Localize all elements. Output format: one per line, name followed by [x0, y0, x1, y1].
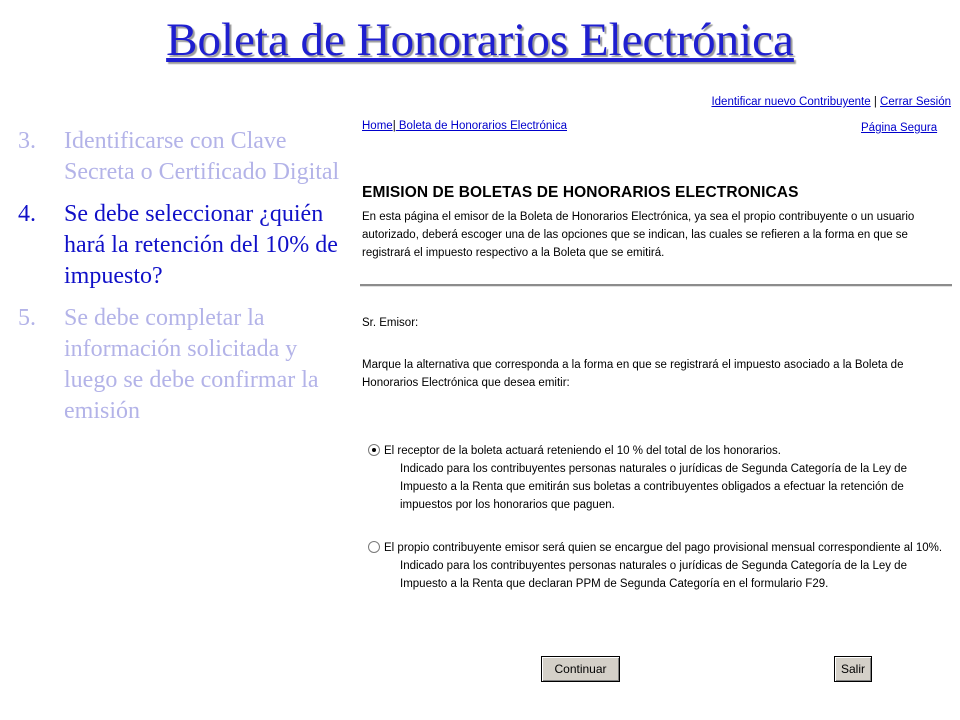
web-page-screenshot: [350, 90, 955, 690]
step-number: 5.: [18, 305, 36, 331]
step-number: 3.: [18, 128, 36, 154]
continue-button[interactable]: Continuar: [541, 656, 620, 682]
secure-page-link-wrap: [861, 122, 937, 134]
step-text: Se debe completar la información solicitada y luego se debe confirmar la emisión: [64, 305, 319, 424]
link-separator: |: [870, 96, 881, 108]
radio-receiver-retains[interactable]: [368, 444, 380, 456]
breadcrumb-separator: |: [392, 120, 396, 132]
option-receiver-retains: [362, 442, 952, 514]
step-text: Identificarse con Clave Secreta o Certificado Digital: [64, 128, 340, 185]
option-label: El receptor de la boleta actuará reteniendo el 10 % del total de los honorarios.: [384, 445, 782, 457]
logout-link[interactable]: Cerrar Sesión: [880, 96, 951, 108]
greeting: Sr. Emisor:: [362, 317, 419, 329]
breadcrumb: [362, 120, 567, 132]
exit-button[interactable]: Salir: [834, 656, 872, 682]
divider: [360, 284, 952, 287]
slide-title: Boleta de Honorarios Electrónica: [166, 14, 794, 66]
option-issuer-pays: [362, 539, 952, 593]
top-links: [711, 96, 951, 108]
secure-page-link[interactable]: Página Segura: [861, 122, 938, 134]
identify-taxpayer-link[interactable]: Identificar nuevo Contribuyente: [711, 96, 871, 108]
steps-list: [18, 126, 340, 438]
option-description: Indicado para los contribuyentes personas naturales o jurídicas de Segunda Categoría de la Ley de Impuesto a la Renta que declaran PPM de Segunda Categoría en el formulario F29.: [400, 560, 907, 590]
option-label: El propio contribuyente emisor será quien se encargue del pago provisional mensual correspondiente al 10%.: [384, 542, 943, 554]
page-heading: EMISION DE BOLETAS DE HONORARIOS ELECTRONICAS: [362, 184, 799, 201]
breadcrumb-home-link[interactable]: Home: [362, 120, 393, 132]
step-text: Se debe seleccionar ¿quién hará la retención del 10% de impuesto?: [64, 201, 338, 289]
instruction-text: Marque la alternativa que corresponda a la forma en que se registrará el impuesto asociado a la Boleta de Honorarios Electrónica que desea emitir:: [362, 359, 904, 389]
breadcrumb-current-link[interactable]: Boleta de Honorarios Electrónica: [395, 120, 568, 132]
step-5: [18, 303, 340, 427]
step-3: [18, 126, 340, 188]
step-4: [18, 199, 340, 292]
option-description: Indicado para los contribuyentes personas naturales o jurídicas de Segunda Categoría de la Ley de Impuesto a la Renta que emitirán sus boletas a contribuyentes obligados a efectuar la retención de impuestos por los honorarios que paguen.: [400, 463, 907, 511]
intro-text: En esta página el emisor de la Boleta de Honorarios Electrónica, ya sea el propio contribuyente o un usuario autorizado, deberá escoger una de las opciones que se indican, las cuales se refieren a la forma en que se registrará el impuesto respectivo a la Boleta que se emitirá.: [362, 211, 915, 259]
radio-issuer-pays[interactable]: [368, 541, 380, 553]
step-number: 4.: [18, 201, 36, 227]
